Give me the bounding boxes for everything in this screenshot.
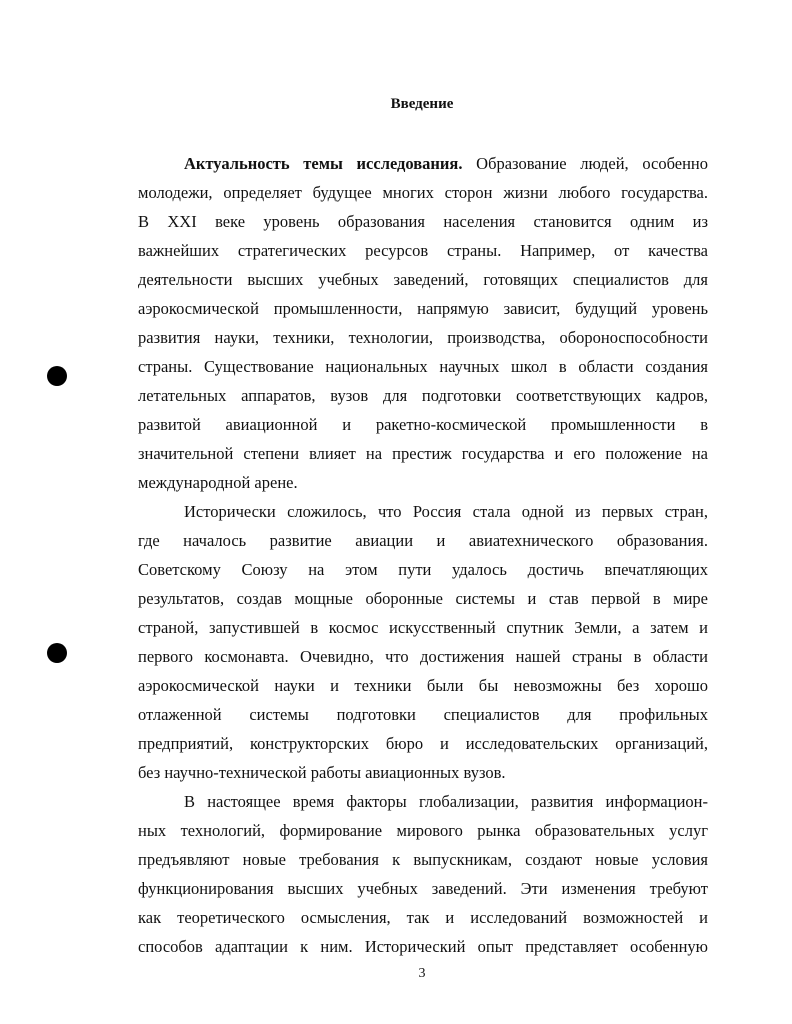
text-line: первого космонавта. Очевидно, что достижения нашей страны в области bbox=[138, 647, 708, 666]
text-line: В настоящее время факторы глобализации, развития информацион- bbox=[184, 792, 708, 811]
text-line: как теоретического осмысления, так и исследований возможностей и bbox=[138, 908, 708, 927]
text-line: отлаженной системы подготовки специалистов для профильных bbox=[138, 705, 708, 724]
punch-hole bbox=[47, 366, 67, 386]
text-line: молодежи, определяет будущее многих сторон жизни любого государства. bbox=[138, 183, 708, 202]
text-line: аэрокосмической промышленности, напрямую зависит, будущий уровень bbox=[138, 299, 708, 318]
text-line: Исторически сложилось, что Россия стала одной из первых стран, bbox=[184, 502, 708, 521]
text-line: аэрокосмической науки и техники были бы невозможны без хорошо bbox=[138, 676, 708, 695]
text-line: деятельности высших учебных заведений, готовящих специалистов для bbox=[138, 270, 708, 289]
text-line: Советскому Союзу на этом пути удалось достичь впечатляющих bbox=[138, 560, 708, 579]
text-line: ных технологий, формирование мирового рынка образовательных услуг bbox=[138, 821, 708, 840]
text-line: развития науки, техники, технологии, производства, обороноспособности bbox=[138, 328, 708, 347]
text-line: развитой авиационной и ракетно-космической промышленности в bbox=[138, 415, 708, 434]
text-line: функционирования высших учебных заведений. Эти изменения требуют bbox=[138, 879, 708, 898]
page-number: 3 bbox=[418, 966, 426, 981]
text-line: важнейших стратегических ресурсов страны. Например, от качества bbox=[138, 241, 708, 260]
lead-phrase: Актуальность темы исследования. bbox=[184, 154, 463, 173]
body-text bbox=[138, 149, 708, 961]
text-line: без научно-технической работы авиационных вузов. bbox=[138, 763, 506, 782]
text-line: международной арене. bbox=[138, 473, 298, 492]
text-line: летательных аппаратов, вузов для подготовки соответствующих кадров, bbox=[138, 386, 708, 405]
text-line: способов адаптации к ним. Исторический опыт представляет особенную bbox=[138, 937, 708, 956]
text-line: значительной степени влияет на престиж государства и его положение на bbox=[138, 444, 708, 463]
text-line: предприятий, конструкторских бюро и исследовательских организаций, bbox=[138, 734, 708, 753]
text-line: В XXI веке уровень образования населения становится одним из bbox=[138, 212, 708, 231]
text-line: где началось развитие авиации и авиатехнического образования. bbox=[138, 531, 708, 550]
text-line: Актуальность темы исследования. Образование людей, особенно bbox=[184, 154, 709, 173]
text-line: результатов, создав мощные оборонные системы и став первой в мире bbox=[138, 589, 708, 608]
punch-hole bbox=[47, 643, 67, 663]
text-line: страны. Существование национальных научных школ в области создания bbox=[138, 357, 708, 376]
text-line: страной, запустившей в космос искусственный спутник Земли, а затем и bbox=[138, 618, 708, 637]
text-line: предъявляют новые требования к выпускникам, создают новые условия bbox=[138, 850, 708, 869]
section-title: Введение bbox=[390, 96, 454, 112]
